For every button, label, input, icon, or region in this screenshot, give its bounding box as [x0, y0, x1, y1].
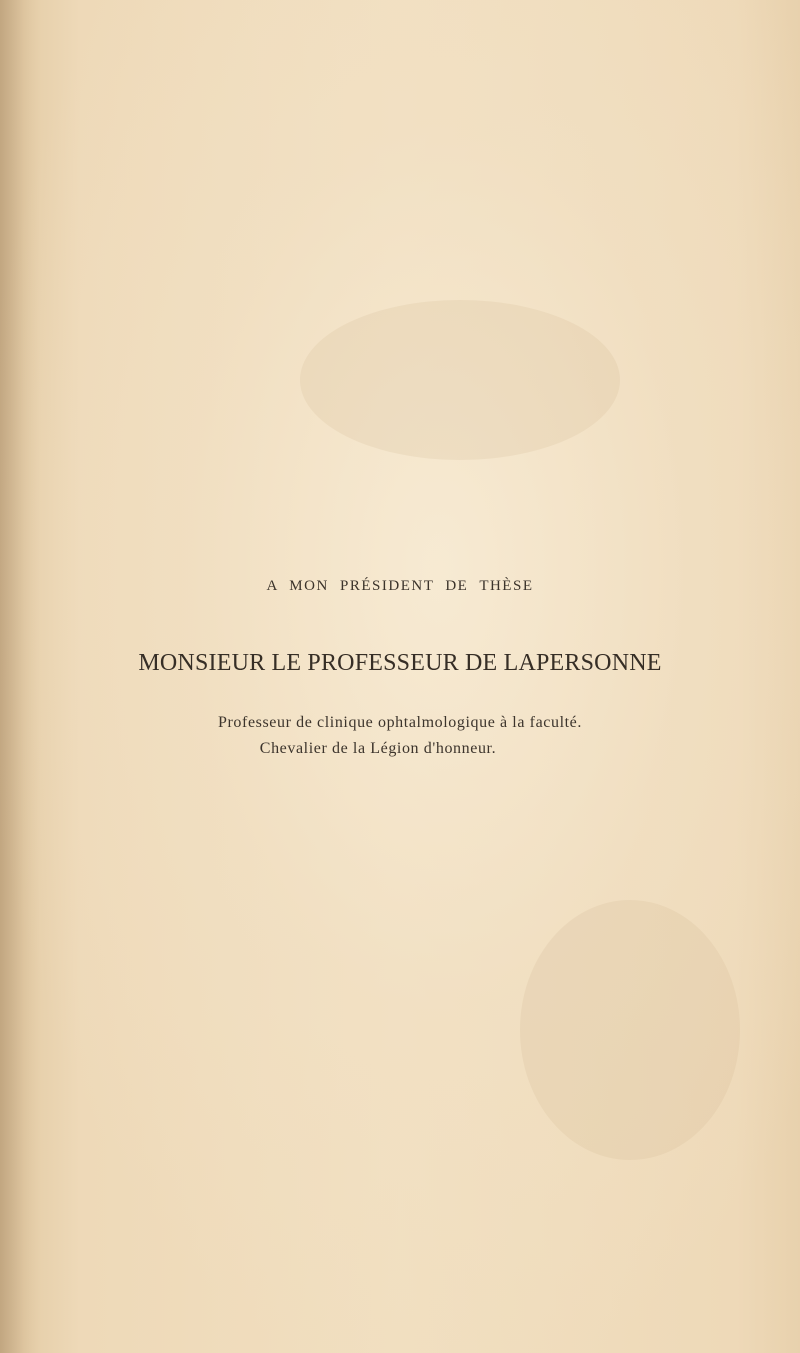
- dedicatee-title-chevalier: Chevalier de la Légion d'honneur.: [259, 740, 497, 757]
- dedicatee-name: MONSIEUR LE PROFESSEUR DE LAPERSONNE: [138, 650, 662, 676]
- paper-stain: [300, 300, 620, 460]
- paper-stain: [520, 900, 740, 1160]
- dedicatee-title-professor: Professeur de clinique ophtalmologique à la faculté.: [218, 714, 582, 731]
- dedication-heading: A MON PRÉSIDENT DE THÈSE: [266, 578, 534, 594]
